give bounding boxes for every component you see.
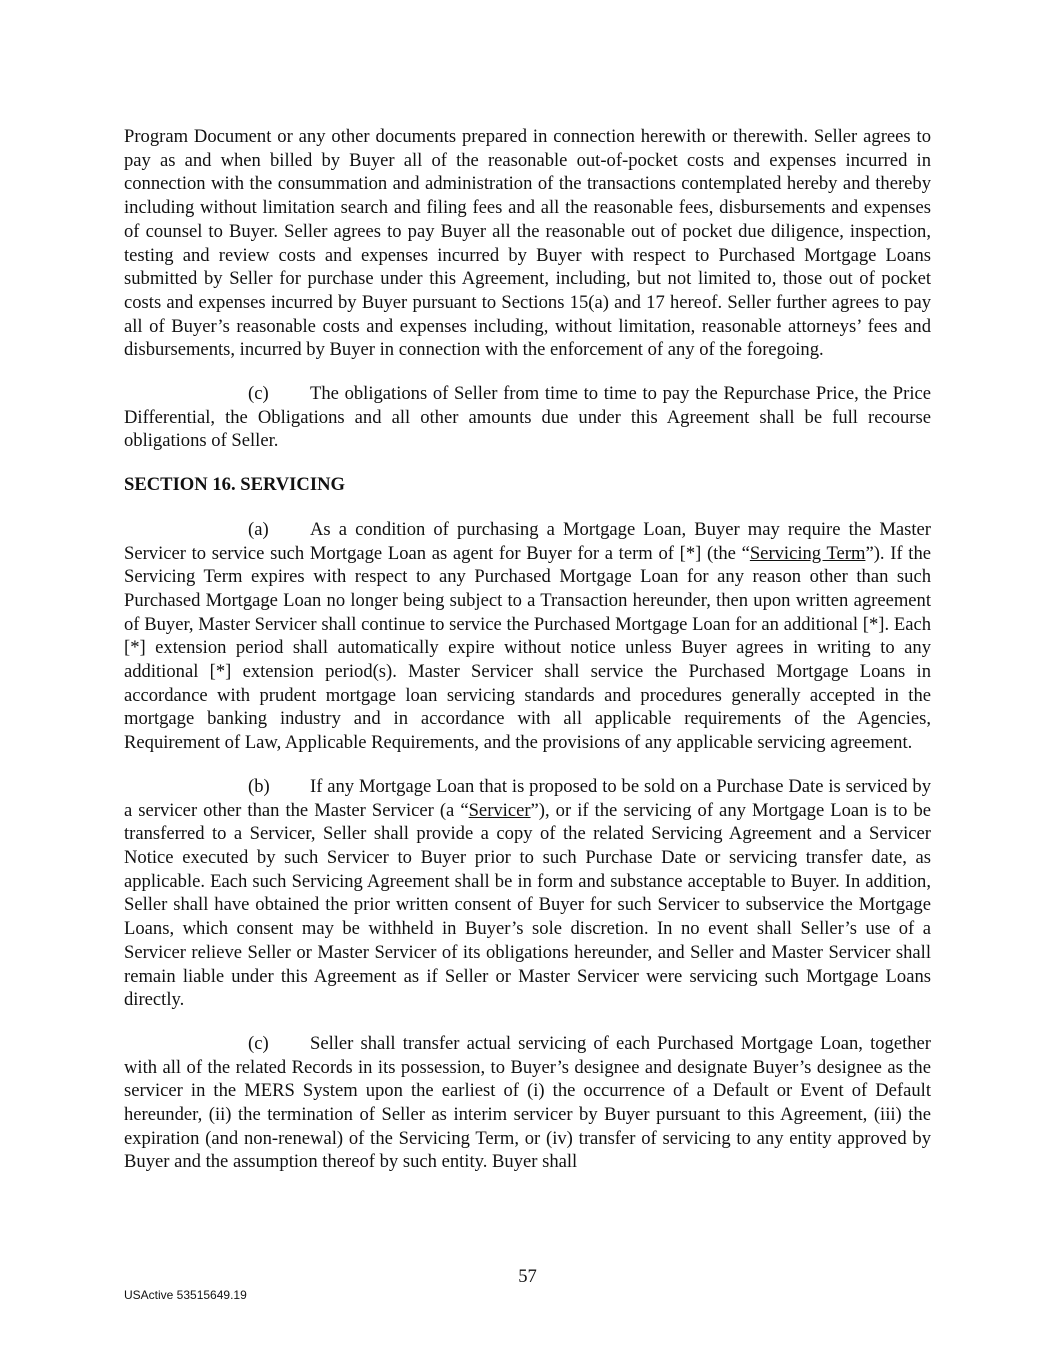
page-number: 57	[518, 1266, 537, 1287]
defined-term: Servicing Term	[749, 542, 866, 564]
clause-label: (c)	[248, 1032, 269, 1054]
clause-text: ”). If the Servicing Term expires with respect to any Purchased Mortgage Loan for any reason other than such Purchased Mortgage Loan no longer being subject to a Transaction hereunder, then upon written agreement of Buyer, Master Servicer shall continue to service the Purchased Mortgage Loan for an additional [*]. Each [*] extension period shall automatically expire without notice unless Buyer agrees in writing to any additional [*] extension period(s). Master Servicer shall service the Purchased Mortgage Loans in accordance with prudent mortgage loan servicing standards and procedures generally accepted in the mortgage banking industry and in accordance with all applicable requirements of the Agencies, Requirement of Law, Applicable Requirements, and the provisions of any applicable servicing agreement.	[124, 542, 932, 754]
clause-text: As a condition of purchasing a Mortgage Loan, Buyer may require the Master Servicer to service such Mortgage Loan as agent for Buyer for a term of [*] (the “	[124, 518, 931, 564]
clause-text: If any Mortgage Loan that is proposed to be sold on a Purchase Date is serviced by a servicer other than the Master Servicer (a “	[124, 775, 931, 821]
clause-text: ”), or if the servicing of any Mortgage Loan is to be transferred to a Servicer, Seller shall provide a copy of the related Servicing Agreement and a Servicer Notice executed by such Servicer to Buyer prior to such Purchase Date or servicing transfer date, as applicable. Each such Servicing Agreement shall be in form and substance acceptable to Buyer. In addition, Seller shall have obtained the prior written consent of Buyer for such Servicer to subservice the Mortgage Loans, which consent may be withheld in Buyer’s sole discretion. In no event shall Seller’s use of a Servicer relieve Seller or Master Servicer of its obligations hereunder, and Seller and Master Servicer shall remain liable under this Agreement as if Seller or Master Servicer were servicing such Mortgage Loans directly.	[124, 799, 931, 1011]
clause-label: (b)	[248, 775, 270, 797]
section-heading: SECTION 16. SERVICING	[124, 474, 345, 496]
clause-label: (a)	[248, 518, 269, 540]
paragraph-servicing-term	[124, 518, 931, 755]
paragraph-recourse	[124, 382, 931, 453]
document-id: USActive 53515649.19	[124, 1288, 247, 1302]
paragraph-servicer	[124, 775, 931, 1012]
paragraph-transfer	[124, 1032, 931, 1174]
clause-text: The obligations of Seller from time to time to pay the Repurchase Price, the Price Differential, the Obligations and all other amounts due under this Agreement shall be full recourse obligations of Seller.	[124, 383, 931, 452]
paragraph-costs: Program Document or any other documents prepared in connection herewith or therewith. Seller agrees to pay as and when billed by Buyer all of the reasonable out-of-pocket costs and expenses incurred in connection with the consummation and administration of the transactions contemplated hereby and thereby including without limitation search and filing fees and all the reasonable fees, disbursements and expenses of counsel to Buyer. Seller agrees to pay Buyer all the reasonable out of pocket due diligence, inspection, testing and review costs and expenses incurred by Buyer with respect to Purchased Mortgage Loans submitted by Seller for purchase under this Agreement, including, but not limited to, those out of pocket costs and expenses incurred by Buyer pursuant to Sections 15(a) and 17 hereof. Seller further agrees to pay all of Buyer’s reasonable costs and expenses including, without limitation, reasonable attorneys’ fees and disbursements, incurred by Buyer in connection with the enforcement of any of the foregoing.	[124, 126, 931, 361]
document-body	[124, 125, 931, 1194]
clause-label: (c)	[248, 383, 269, 405]
clause-text: Seller shall transfer actual servicing of each Purchased Mortgage Loan, together with all of the related Records in its possession, to Buyer’s designee and designate Buyer’s designee as the servicer in the MERS System upon the earliest of (i) the occurrence of a Default or Event of Default hereunder, (ii) the termination of Seller as interim servicer by Buyer pursuant to this Agreement, (iii) the expiration (and non-renewal) of the Servicing Term, or (iv) transfer of servicing to any entity approved by Buyer and the assumption thereof by such entity. Buyer shall	[124, 1032, 931, 1173]
defined-term: Servicer	[468, 799, 531, 821]
